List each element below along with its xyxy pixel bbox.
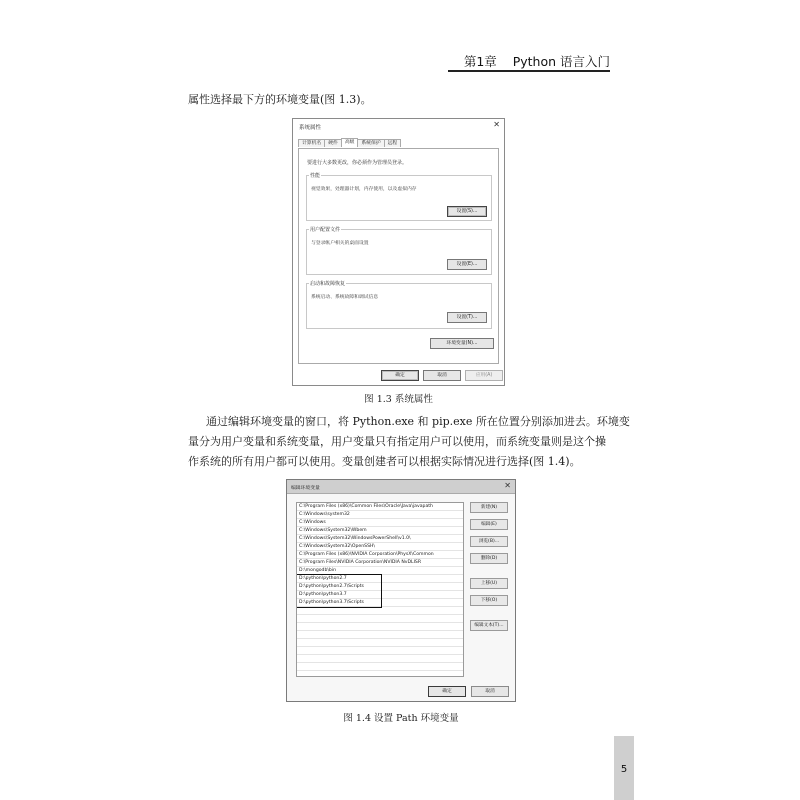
user-profiles-settings-button[interactable]: 设置(E)... — [447, 259, 487, 270]
tab-hardware[interactable]: 硬件 — [324, 139, 342, 147]
admin-notice: 要进行大多数更改，你必须作为管理员登录。 — [307, 160, 408, 166]
tab-system-protection[interactable]: 系统保护 — [357, 139, 384, 147]
group-title: 启动和故障恢复 — [310, 281, 346, 287]
list-item[interactable]: D:\python\python3.7 — [297, 591, 463, 599]
list-item[interactable]: C:\Program Files (x86)\NVIDIA Corporation\PhysX\Common — [297, 551, 463, 559]
running-header — [448, 52, 610, 68]
cancel-button[interactable]: 取消 — [471, 686, 509, 697]
list-item[interactable]: C:\Program Files\NVIDIA Corporation\NVIDIA NvDLISR — [297, 559, 463, 567]
paragraph-2-line-3: 作系统的所有用户都可以使用。变量创建者可以根据实际情况进行选择(图 1.4)。 — [188, 455, 581, 468]
group-user-profiles — [306, 229, 492, 275]
list-item[interactable]: D:\python\python2.7\Scripts — [297, 583, 463, 591]
chapter-number: 第1章 — [463, 54, 497, 69]
dialog-title: 系统属性 — [299, 125, 322, 131]
page-number: 5 — [620, 764, 628, 775]
group-description: 系统启动、系统故障和调试信息 — [311, 295, 379, 300]
move-down-button[interactable]: 下移(O) — [470, 595, 508, 606]
group-description: 视觉效果，处理器计划，内存使用，以及虚拟内存 — [311, 187, 417, 192]
title-bar — [287, 480, 515, 494]
group-startup-recovery — [306, 283, 492, 329]
environment-variables-button[interactable]: 环境变量(N)... — [430, 338, 494, 349]
list-item-empty[interactable] — [297, 607, 463, 615]
delete-button[interactable]: 删除(D) — [470, 553, 508, 564]
list-item[interactable]: C:\Windows\System32\Wbem — [297, 527, 463, 535]
header-rule — [448, 70, 610, 72]
tab-remote[interactable]: 远程 — [384, 139, 402, 147]
figure-1-4-caption: 图 1.4 设置 Path 环境变量 — [343, 713, 459, 724]
list-item-empty[interactable] — [297, 623, 463, 631]
new-button[interactable]: 新建(N) — [470, 502, 508, 513]
list-item[interactable]: D:\python\python3.7\Scripts — [297, 599, 463, 607]
close-icon[interactable]: ✕ — [504, 481, 511, 490]
figure-1-3-caption: 图 1.3 系统属性 — [364, 394, 433, 405]
dialog-title: 编辑环境变量 — [291, 486, 320, 491]
path-list[interactable] — [296, 502, 464, 677]
paragraph-2-line-2: 量分为用户变量和系统变量，用户变量只有指定用户可以使用，而系统变量则是这个操 — [188, 435, 606, 448]
paragraph-1: 属性选择最下方的环境变量(图 1.3)。 — [188, 93, 372, 106]
list-item-empty[interactable] — [297, 631, 463, 639]
list-item[interactable]: D:\mongodb\bin — [297, 567, 463, 575]
tab-panel-advanced — [298, 148, 499, 364]
list-item-empty[interactable] — [297, 639, 463, 647]
list-item[interactable]: C:\Windows\System32\WindowsPowerShell\v1.0\ — [297, 535, 463, 543]
list-item-empty[interactable] — [297, 663, 463, 671]
list-item-empty[interactable] — [297, 647, 463, 655]
apply-button[interactable]: 应用(A) — [465, 370, 503, 381]
ok-button[interactable]: 确定 — [428, 686, 466, 697]
edit-button[interactable]: 编辑(E) — [470, 519, 508, 530]
ok-button[interactable]: 确定 — [381, 370, 419, 381]
move-up-button[interactable]: 上移(U) — [470, 578, 508, 589]
browse-button[interactable]: 浏览(B)... — [470, 536, 508, 547]
group-performance — [306, 175, 492, 221]
startup-recovery-settings-button[interactable]: 设置(T)... — [447, 312, 487, 323]
list-item-empty[interactable] — [297, 671, 463, 677]
paragraph-2-line-1: 通过编辑环境变量的窗口，将 Python.exe 和 pip.exe 所在位置分别添加进去。环境变 — [206, 415, 630, 428]
cancel-button[interactable]: 取消 — [423, 370, 461, 381]
performance-settings-button[interactable]: 设置(S)... — [447, 206, 487, 217]
close-icon[interactable]: ✕ — [493, 120, 500, 129]
chapter-title: Python 语言入门 — [512, 54, 610, 69]
tab-computer-name[interactable]: 计算机名 — [298, 139, 325, 147]
edit-text-button[interactable]: 编辑文本(T)... — [470, 620, 508, 631]
list-item[interactable]: C:\Program Files (x86)\Common Files\Oracle\Java\javapath — [297, 503, 463, 511]
edit-environment-variable-dialog — [286, 479, 516, 702]
list-item[interactable]: C:\Windows\system32 — [297, 511, 463, 519]
list-item[interactable]: D:\python\python2.7 — [297, 575, 463, 583]
group-title: 性能 — [310, 173, 321, 179]
list-item-empty[interactable] — [297, 615, 463, 623]
list-item[interactable]: C:\Windows\System32\OpenSSH\ — [297, 543, 463, 551]
list-item-empty[interactable] — [297, 655, 463, 663]
tab-bar — [298, 139, 400, 148]
group-title: 用户配置文件 — [310, 227, 341, 233]
list-item[interactable]: C:\Windows — [297, 519, 463, 527]
system-properties-dialog — [292, 118, 505, 386]
group-description: 与登录帐户相关的桌面设置 — [311, 241, 369, 246]
tab-advanced[interactable]: 高级 — [341, 138, 359, 147]
